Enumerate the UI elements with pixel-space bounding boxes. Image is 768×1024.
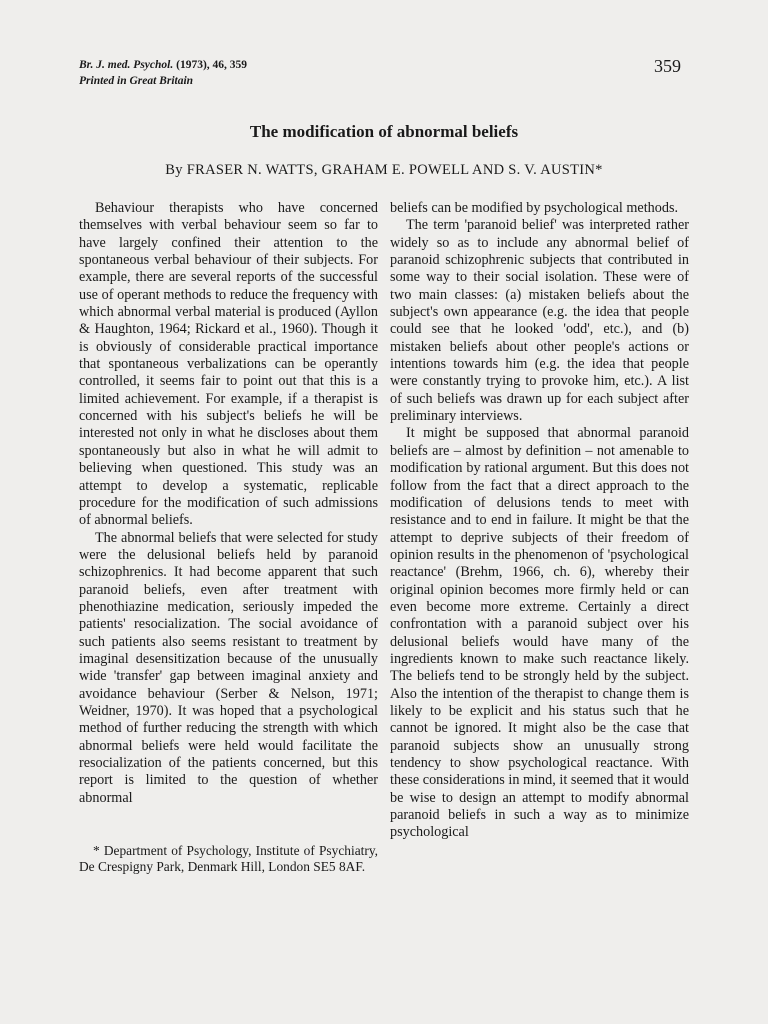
left-column [79,200,378,807]
left-paragraph-1: Behaviour therapists who have concerned themselves with verbal behaviour seem so far to have largely confined their attention to the spontaneous verbal behaviour of their subjects. For example, there are several reports of the successful use of operant methods to reduce the frequency with which abnormal verbal material is produced (Ayllon & Haughton, 1964; Rickard et al., 1960). Though it is obviously of considerable practical importance that spontaneous verbalizations can be operantly controlled, it seems fair to point out that this is a limited achievement. For example, if a therapist is concerned with his subject's beliefs he will be interested not only in what he discloses about them spontaneously but also in what he will admit to believing when questioned. This study was an attempt to develop a systematic, replicable procedure for the modification of such admissions of abnormal beliefs. [79,200,378,529]
right-paragraph-1: The term 'paranoid belief' was interpreted rather widely so as to include any abnormal belief of paranoid schizophrenic subjects that contributed in some way to their social isolation. These were of two main classes: (a) mistaken beliefs about the subject's own appearance (e.g. the idea that people could see that he looked 'odd', etc.), and (b) mistaken beliefs about other people's actions or intentions towards him (e.g. the idea that people were constantly trying to provoke him, etc.). A list of such beliefs was drawn up for each subject after preliminary interviews. [390,217,689,425]
journal-abbrev: Br. J. med. Psychol. [79,59,174,71]
printed-in: Printed in Great Britain [79,75,194,87]
journal-line [79,57,247,73]
page-number: 359 [654,56,681,76]
right-paragraph-2: It might be supposed that abnormal paranoid beliefs are – almost by definition – not amenable to modification by rational argument. But this does not follow from the fact that a direct approach to the modification of delusions tends to meet with resistance and to end in failure. It might be that the attempt to deprive subjects of their freedom of opinion results in the phenomenon of 'psychological reactance' (Brehm, 1966, ch. 6), whereby their original opinion becomes more firmly held or can even become more extreme. Certainly a direct confrontation with a paranoid subject over his delusional beliefs would have many of the ingredients known to make such reactance likely. The beliefs tend to be strongly held by the subject. Also the intention of the therapist to change them is likely to be explicit and his status such that he cannot be ignored. It might also be the case that paranoid subjects show an unusually strong tendency to show psychological reactance. With these considerations in mind, it seemed that it would be wise to design an attempt to modify abnormal paranoid beliefs in such a way as to minimize psychological [390,425,689,841]
right-paragraph-0: beliefs can be modified by psychological methods. [390,200,679,216]
left-paragraph-2: The abnormal beliefs that were selected for study were the delusional beliefs held by paranoid schizophrenics. It had become apparent that such paranoid beliefs, even after treatment with phenothiazine medication, seriously impeded the patients' resocialization. The social avoidance of such patients also seems resistant to treatment by imaginal desensitization because of the unusually wide 'transfer' gap between imaginal anxiety and avoidance behaviour (Serber & Nelson, 1971; Weidner, 1970). It was hoped that a psychological method of further reducing the strength with which abnormal beliefs were held would facilitate the resocialization of the patients concerned, but this report is limited to the question of whether abnormal [79,529,378,806]
journal-citation [79,57,247,89]
article-title: The modification of abnormal beliefs [249,122,519,141]
right-column [390,200,689,842]
journal-volume: (1973), 46, 359 [176,59,248,71]
author-affiliation-footnote: * Department of Psychology, Institute of Psychiatry, De Crespigny Park, Denmark Hill, London SE5 8AF. [79,843,378,874]
article-authors: By FRASER N. WATTS, GRAHAM E. POWELL AND S. V. AUSTIN* [165,162,603,178]
